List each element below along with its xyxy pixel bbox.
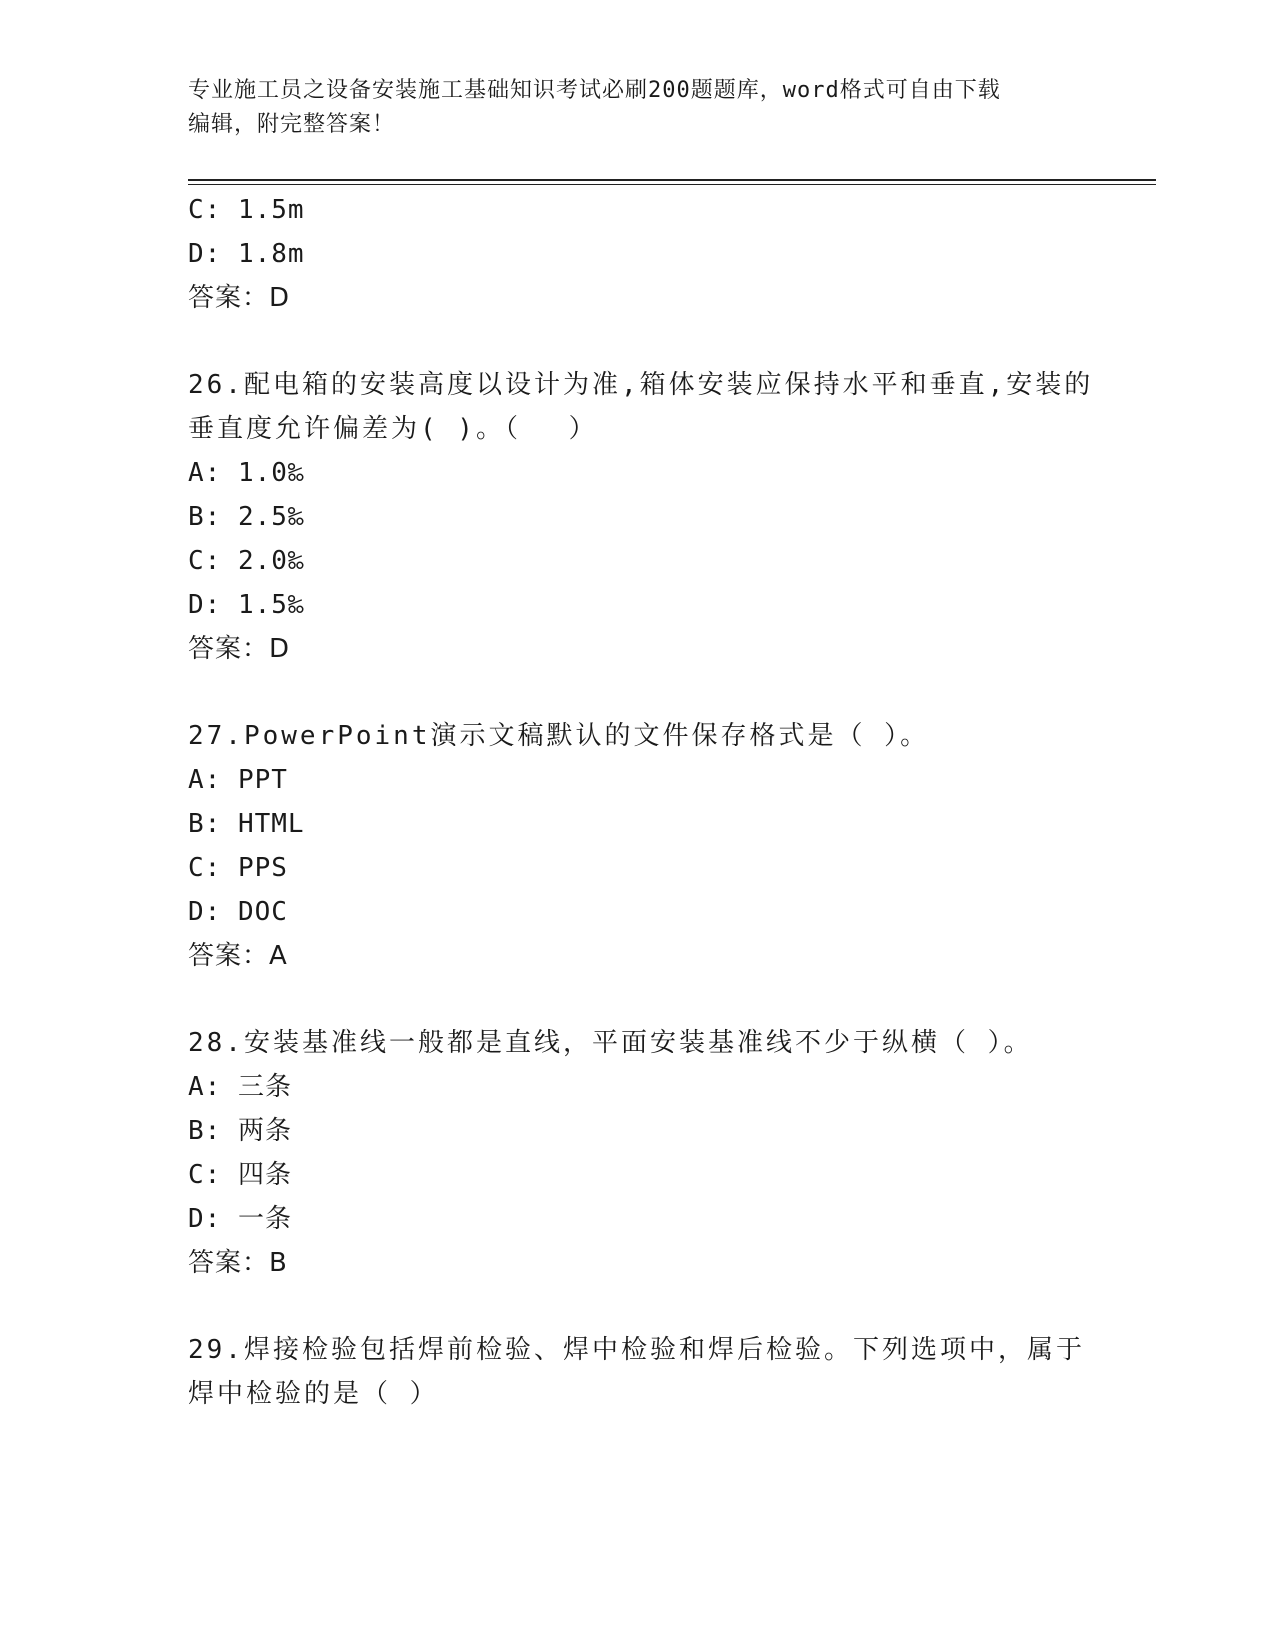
q26-answer: 答案：D: [188, 634, 291, 664]
q25-option-d: D: 1.8m: [188, 239, 305, 269]
header-title-line-2: 编辑，附完整答案！: [188, 112, 396, 137]
q25-option-c: C: 1.5m: [188, 195, 305, 225]
q26-option-a: A: 1.0‰: [188, 458, 305, 488]
header-divider-thick: [188, 179, 1156, 181]
header-title-line-1: 专业施工员之设备安装施工基础知识考试必刷200题题库，word格式可自由下载: [188, 78, 1001, 103]
q27-answer: 答案：A: [188, 941, 288, 971]
q28-stem-line-1: 28.安装基准线一般都是直线，平面安装基准线不少于纵横（ ）。: [188, 1028, 1033, 1058]
q27-stem-line-1: 27.PowerPoint演示文稿默认的文件保存格式是（ ）。: [188, 721, 930, 751]
q29-stem-line-1: 29.焊接检验包括焊前检验、焊中检验和焊后检验。下列选项中，属于: [188, 1335, 1085, 1365]
q26-option-b: B: 2.5‰: [188, 502, 305, 532]
q28-option-b: B: 两条: [188, 1116, 292, 1146]
q29-stem-line-2: 焊中检验的是（ ）: [188, 1379, 439, 1409]
q26-option-d: D: 1.5‰: [188, 590, 305, 620]
document-header: [188, 74, 1088, 142]
q27-option-a: A: PPT: [188, 765, 288, 795]
q28-option-a: A: 三条: [188, 1072, 292, 1102]
q27-option-d: D: DOC: [188, 897, 288, 927]
q28-answer: 答案：B: [188, 1248, 288, 1278]
q27-option-b: B: HTML: [188, 809, 305, 839]
q25-answer: 答案：D: [188, 283, 291, 313]
q27-option-c: C: PPS: [188, 853, 288, 883]
q26-stem-line-1: 26.配电箱的安装高度以设计为准,箱体安装应保持水平和垂直,安装的: [188, 370, 1094, 400]
q26-option-c: C: 2.0‰: [188, 546, 305, 576]
q28-option-d: D: 一条: [188, 1204, 292, 1234]
q26-stem-line-2: 垂直度允许偏差为( )。（ ）: [188, 414, 598, 444]
header-divider-thin: [188, 184, 1156, 185]
q28-option-c: C: 四条: [188, 1160, 292, 1190]
